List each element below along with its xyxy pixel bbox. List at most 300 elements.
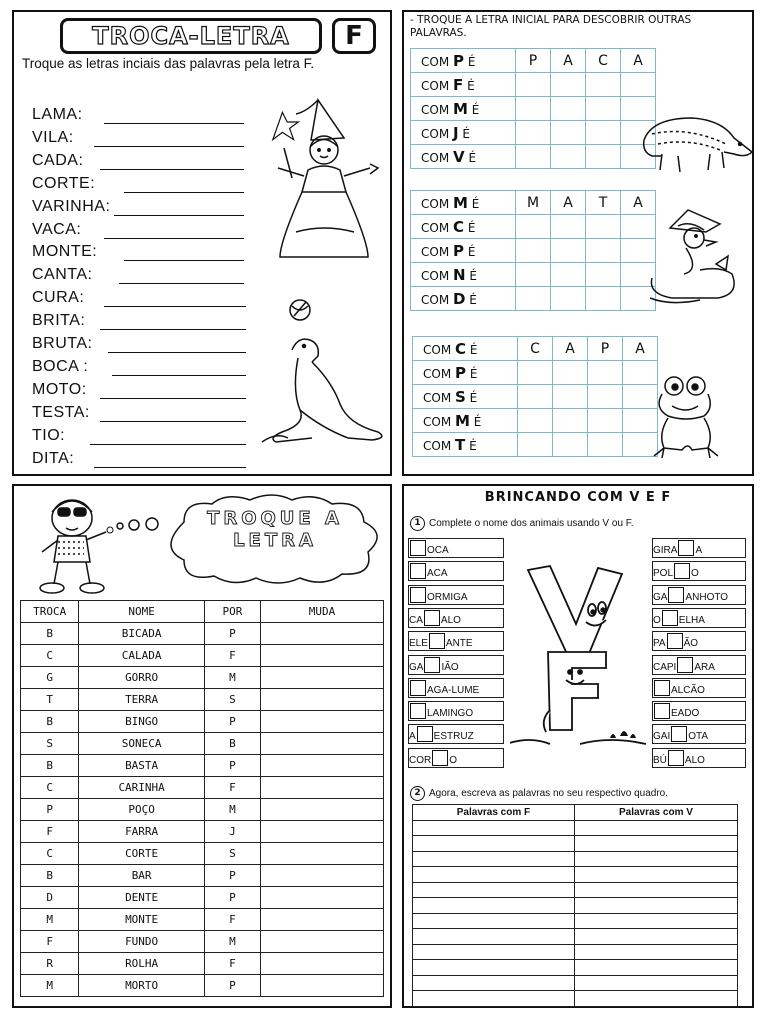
instruction-text: - TROQUE A LETRA INICIAL PARA DESCOBRIR OUTRAS PALAVRAS. [410, 14, 692, 39]
fill-in-item [408, 585, 504, 605]
answer-cell-v[interactable] [574, 975, 737, 991]
panel-troque-letra-inicial [402, 10, 754, 476]
item-prefix: PA [653, 638, 666, 650]
column-header: NOME [79, 601, 204, 623]
answer-cell[interactable] [551, 145, 586, 169]
answer-cell-f[interactable] [413, 944, 575, 960]
table-cell: J [204, 821, 260, 843]
com-letter: P [453, 241, 464, 260]
com-letter: D [453, 289, 466, 308]
item-prefix: POL [653, 568, 674, 580]
com-suffix: É [462, 126, 471, 141]
letter-answer-box[interactable] [678, 540, 694, 556]
column-header: MUDA [261, 601, 384, 623]
answer-cell-f[interactable] [413, 960, 575, 976]
answer-cell[interactable] [518, 433, 553, 457]
answer-line[interactable] [104, 306, 246, 307]
word-letter-cell: A [621, 49, 656, 73]
answer-row [413, 944, 738, 960]
duck-illustration [640, 202, 752, 312]
word-label: VARINHA: [32, 197, 111, 215]
item-suffix: O [691, 568, 699, 580]
table-cell: SONECA [79, 733, 204, 755]
word-label: CURA: [32, 289, 85, 307]
word-label: LAMA: [32, 106, 83, 123]
item-suffix: LAMINGO [427, 708, 474, 720]
letter-answer-box[interactable] [667, 633, 683, 649]
com-cell [411, 121, 516, 145]
item-prefix: GIRA [653, 545, 678, 556]
answer-line[interactable] [124, 260, 244, 261]
com-cell [411, 145, 516, 169]
table-cell: MONTE [79, 909, 204, 931]
item-suffix: ALO [440, 614, 461, 626]
answer-cell[interactable] [551, 239, 586, 263]
question-1 [410, 516, 634, 531]
table-row [21, 909, 384, 931]
fill-in-item [408, 561, 504, 581]
answer-cell-f[interactable] [413, 820, 575, 836]
com-cell [411, 263, 516, 287]
title-letter-box: F [332, 18, 376, 54]
table-cell: B [21, 711, 79, 733]
answer-line[interactable] [94, 467, 246, 468]
question-number-badge: 2 [410, 786, 425, 801]
item-suffix: O [449, 754, 458, 766]
table-cell: D [21, 887, 79, 909]
answer-cell-f[interactable] [413, 836, 575, 852]
letter-answer-box[interactable] [410, 563, 426, 579]
table-row [21, 689, 384, 711]
answer-row [413, 836, 738, 852]
table-cell: G [21, 667, 79, 689]
answer-cell[interactable] [586, 97, 621, 121]
word-letter-cell: P [588, 337, 623, 361]
answer-cell[interactable] [551, 215, 586, 239]
com-letter: P [453, 51, 464, 70]
answer-cell-v[interactable] [574, 820, 737, 836]
answer-cell[interactable] [261, 887, 384, 909]
fill-in-item [652, 585, 746, 605]
answer-cell-f[interactable] [413, 991, 575, 1007]
letter-answer-box[interactable] [668, 750, 684, 766]
word-label: BOCA : [32, 357, 89, 375]
answer-cell-v[interactable] [574, 882, 737, 898]
answer-cell[interactable] [261, 843, 384, 865]
fill-in-item [652, 678, 746, 698]
item-prefix: GAI [653, 731, 671, 743]
com-prefix: COM [421, 54, 453, 69]
grid-row [411, 239, 656, 263]
letter-answer-box[interactable] [668, 587, 684, 603]
answer-cell[interactable] [516, 97, 551, 121]
answer-cell[interactable] [588, 433, 623, 457]
answer-cell-v[interactable] [574, 944, 737, 960]
answer-cell[interactable] [516, 215, 551, 239]
letter-grid [412, 336, 658, 457]
answer-row [413, 867, 738, 883]
answer-cell[interactable] [551, 121, 586, 145]
com-letter: M [453, 193, 468, 212]
fill-in-item [652, 561, 746, 581]
answer-line[interactable] [100, 398, 246, 399]
table-cell: B [21, 865, 79, 887]
com-prefix: COM [421, 150, 453, 165]
word-label: CANTA: [32, 266, 93, 284]
word-letter-cell: A [553, 337, 588, 361]
question-2 [410, 786, 668, 801]
answer-cell[interactable] [518, 385, 553, 409]
com-prefix: COM [421, 268, 453, 283]
answer-cell[interactable] [551, 287, 586, 311]
com-letter: P [455, 363, 466, 382]
letter-answer-box[interactable] [410, 703, 426, 719]
question-text: Agora, escreva as palavras no seu respectivo quadro. [429, 788, 669, 799]
word-label: MOTO: [32, 380, 87, 398]
table-cell: C [21, 777, 79, 799]
answer-cell[interactable] [553, 385, 588, 409]
answer-cell[interactable] [261, 689, 384, 711]
grid-row [411, 215, 656, 239]
item-suffix: AGA-LUME [427, 684, 480, 696]
com-cell [413, 433, 518, 457]
table-row [21, 755, 384, 777]
table-row [21, 799, 384, 821]
com-letter: M [455, 411, 470, 430]
column-header-v: Palavras com V [574, 805, 737, 821]
table-cell: F [204, 645, 260, 667]
answer-cell[interactable] [518, 409, 553, 433]
answer-cell[interactable] [261, 953, 384, 975]
com-suffix: É [469, 366, 478, 381]
fill-in-item [652, 655, 746, 675]
table-row [21, 667, 384, 689]
letter-answer-box[interactable] [410, 680, 426, 696]
word-label: BRITA: [32, 312, 86, 330]
table-cell: FUNDO [79, 931, 204, 953]
table-cell: F [204, 909, 260, 931]
table-cell: F [21, 931, 79, 953]
answer-cell[interactable] [261, 623, 384, 645]
letter-answer-box[interactable] [674, 563, 690, 579]
answer-line[interactable] [112, 375, 246, 376]
item-suffix: IÃO [441, 661, 459, 673]
troca-table [20, 600, 384, 997]
letter-answer-box[interactable] [424, 657, 440, 673]
answer-cell-v[interactable] [574, 851, 737, 867]
answer-line[interactable] [104, 123, 244, 124]
letter-grid [410, 48, 656, 169]
answer-cell[interactable] [261, 645, 384, 667]
answer-cell[interactable] [261, 667, 384, 689]
letter-answer-box[interactable] [410, 587, 426, 603]
table-cell: M [21, 975, 79, 997]
table-cell: GORRO [79, 667, 204, 689]
answer-cell[interactable] [586, 215, 621, 239]
grid-row [411, 73, 656, 97]
word-label: VILA: [32, 128, 74, 146]
table-cell: C [21, 843, 79, 865]
grid-row [413, 433, 658, 457]
com-letter: S [455, 387, 466, 406]
com-prefix: COM [421, 292, 453, 307]
answer-cell[interactable] [586, 263, 621, 287]
item-prefix: A [409, 731, 416, 743]
word-letter-cell: T [586, 191, 621, 215]
answer-cell[interactable] [586, 239, 621, 263]
item-suffix: ALCÃO [671, 684, 705, 696]
answer-cell[interactable] [588, 361, 623, 385]
answer-cell-v[interactable] [574, 929, 737, 945]
letter-answer-box[interactable] [654, 703, 670, 719]
answer-line[interactable] [124, 192, 244, 193]
letter-answer-box[interactable] [432, 750, 448, 766]
answer-cell[interactable] [621, 73, 656, 97]
answer-cell[interactable] [516, 239, 551, 263]
table-row [21, 821, 384, 843]
answer-cell-f[interactable] [413, 975, 575, 991]
word-letter-cell: A [551, 191, 586, 215]
fairy-illustration [266, 92, 386, 267]
panel-troca-letra-f [12, 10, 392, 476]
letter-answer-box[interactable] [429, 633, 445, 649]
answer-cell-v[interactable] [574, 898, 737, 914]
grid-row [413, 337, 658, 361]
answer-cell[interactable] [261, 733, 384, 755]
fill-in-item [408, 655, 504, 675]
item-suffix: ÃO [683, 638, 699, 650]
word-letter-cell: M [516, 191, 551, 215]
item-prefix: O [653, 614, 661, 626]
fill-in-item [408, 724, 504, 744]
com-suffix: É [467, 220, 476, 235]
letter-answer-box[interactable] [424, 610, 440, 626]
answer-cell[interactable] [553, 361, 588, 385]
answer-cell[interactable] [518, 361, 553, 385]
com-prefix: COM [421, 126, 453, 141]
answer-line[interactable] [119, 283, 244, 284]
answer-cell[interactable] [261, 777, 384, 799]
question-text: Complete o nome dos animais usando V ou F. [429, 518, 634, 529]
answer-cell[interactable] [516, 263, 551, 287]
frog-illustration [648, 372, 728, 462]
table-row [21, 843, 384, 865]
com-suffix: É [469, 390, 478, 405]
word-letter-cell: P [516, 49, 551, 73]
item-suffix: OTA [688, 731, 709, 743]
fill-in-item [652, 538, 746, 558]
item-suffix: ESTRUZ [433, 731, 474, 743]
answer-cell[interactable] [516, 145, 551, 169]
item-suffix: ANHOTO [685, 591, 729, 603]
section-title: BRINCANDO COM V E F [484, 490, 672, 505]
answer-row [413, 991, 738, 1007]
table-row [21, 931, 384, 953]
letter-answer-box[interactable] [410, 540, 426, 556]
com-letter: V [453, 147, 465, 166]
table-cell: CORTE [79, 843, 204, 865]
table-cell: M [21, 909, 79, 931]
word-label: BRUTA: [32, 335, 93, 352]
com-suffix: É [471, 102, 480, 117]
answer-line[interactable] [104, 238, 244, 239]
answer-cell[interactable] [588, 409, 623, 433]
table-cell: DENTE [79, 887, 204, 909]
answer-cell-f[interactable] [413, 898, 575, 914]
answer-row [413, 898, 738, 914]
answer-cell[interactable] [516, 121, 551, 145]
com-suffix: É [468, 150, 477, 165]
answer-cell[interactable] [551, 97, 586, 121]
table-cell: P [204, 711, 260, 733]
item-prefix: BÚ [653, 754, 667, 766]
answer-line[interactable] [100, 169, 244, 170]
answer-table [412, 804, 738, 1007]
word-letter-cell: A [551, 49, 586, 73]
answer-row [413, 882, 738, 898]
answer-cell[interactable] [516, 73, 551, 97]
answer-cell[interactable] [261, 755, 384, 777]
answer-row [413, 929, 738, 945]
answer-line[interactable] [90, 444, 246, 445]
table-cell: S [21, 733, 79, 755]
answer-cell[interactable] [261, 711, 384, 733]
com-cell [413, 409, 518, 433]
table-cell: F [204, 777, 260, 799]
table-row [21, 777, 384, 799]
letter-answer-box[interactable] [654, 680, 670, 696]
com-cell [411, 191, 516, 215]
word-label: MONTE: [32, 243, 98, 261]
answer-cell[interactable] [516, 287, 551, 311]
answer-cell-v[interactable] [574, 960, 737, 976]
table-cell: B [21, 623, 79, 645]
com-prefix: COM [423, 366, 455, 381]
table-cell: M [204, 799, 260, 821]
column-header: POR [204, 601, 260, 623]
answer-row [413, 975, 738, 991]
fill-in-item [408, 748, 504, 768]
letter-answer-box[interactable] [417, 726, 433, 742]
answer-row [413, 851, 738, 867]
table-cell: B [204, 733, 260, 755]
answer-cell-v[interactable] [574, 836, 737, 852]
answer-cell[interactable] [586, 145, 621, 169]
table-cell: M [204, 931, 260, 953]
answer-cell[interactable] [261, 821, 384, 843]
answer-cell-f[interactable] [413, 913, 575, 929]
table-cell: S [204, 689, 260, 711]
com-suffix: É [469, 438, 477, 453]
answer-cell[interactable] [586, 73, 621, 97]
com-letter: N [453, 265, 466, 284]
fill-in-item [408, 701, 504, 721]
com-prefix: COM [423, 414, 455, 429]
com-prefix: COM [421, 196, 453, 211]
answer-cell-v[interactable] [574, 867, 737, 883]
grid-row [411, 145, 656, 169]
answer-line[interactable] [100, 329, 246, 330]
answer-cell[interactable] [588, 385, 623, 409]
table-cell: C [21, 645, 79, 667]
answer-cell[interactable] [586, 121, 621, 145]
answer-cell[interactable] [586, 287, 621, 311]
com-prefix: COM [421, 78, 453, 93]
fill-in-item [408, 538, 504, 558]
table-cell: CARINHA [79, 777, 204, 799]
com-suffix: É [469, 268, 477, 283]
word-letter-cell: C [518, 337, 553, 361]
table-cell: F [21, 821, 79, 843]
letters-vf-illustration [510, 560, 650, 756]
word-label: DITA: [32, 449, 75, 467]
com-suffix: É [467, 78, 475, 93]
answer-cell[interactable] [551, 263, 586, 287]
answer-line[interactable] [108, 352, 246, 353]
instruction-text: Troque as letras inciais das palavras pela letra F. [22, 56, 315, 71]
letter-answer-box[interactable] [677, 657, 693, 673]
answer-cell[interactable] [261, 909, 384, 931]
answer-cell-v[interactable] [574, 991, 737, 1007]
answer-line[interactable] [94, 146, 244, 147]
table-row [21, 733, 384, 755]
word-label: TESTA: [32, 403, 90, 421]
com-prefix: COM [421, 220, 453, 235]
answer-cell[interactable] [261, 931, 384, 953]
com-prefix: COM [421, 102, 453, 117]
table-cell: MORTO [79, 975, 204, 997]
answer-row [413, 960, 738, 976]
grid-row [411, 49, 656, 73]
answer-cell[interactable] [551, 73, 586, 97]
answer-cell[interactable] [261, 975, 384, 997]
table-cell: P [204, 755, 260, 777]
fill-in-item [652, 631, 746, 651]
com-letter: M [453, 99, 468, 118]
answer-line[interactable] [114, 215, 244, 216]
answer-cell-f[interactable] [413, 851, 575, 867]
com-suffix: É [467, 244, 476, 259]
answer-cell[interactable] [553, 433, 588, 457]
fill-in-item [408, 678, 504, 698]
fill-in-item [652, 701, 746, 721]
com-letter: T [455, 435, 466, 454]
answer-cell-f[interactable] [413, 929, 575, 945]
item-prefix: COR [409, 754, 432, 766]
table-row [21, 975, 384, 997]
item-prefix: ELE [409, 638, 428, 650]
item-suffix: ACA [427, 568, 448, 580]
com-cell [413, 337, 518, 361]
answer-cell-f[interactable] [413, 882, 575, 898]
table-cell: BASTA [79, 755, 204, 777]
item-suffix: ORMIGA [427, 591, 468, 603]
cloud-text: TROQUE A LETRA [207, 508, 343, 551]
letter-answer-box[interactable] [662, 610, 678, 626]
answer-cell[interactable] [553, 409, 588, 433]
grid-row [413, 409, 658, 433]
answer-line[interactable] [100, 421, 246, 422]
com-suffix: É [469, 342, 478, 357]
answer-cell[interactable] [261, 865, 384, 887]
item-suffix: ARA [694, 661, 715, 673]
answer-cell[interactable] [261, 799, 384, 821]
letter-answer-box[interactable] [671, 726, 687, 742]
answer-cell-f[interactable] [413, 867, 575, 883]
answer-cell-v[interactable] [574, 913, 737, 929]
table-cell: TERRA [79, 689, 204, 711]
panel-troque-a-letra [12, 484, 392, 1008]
